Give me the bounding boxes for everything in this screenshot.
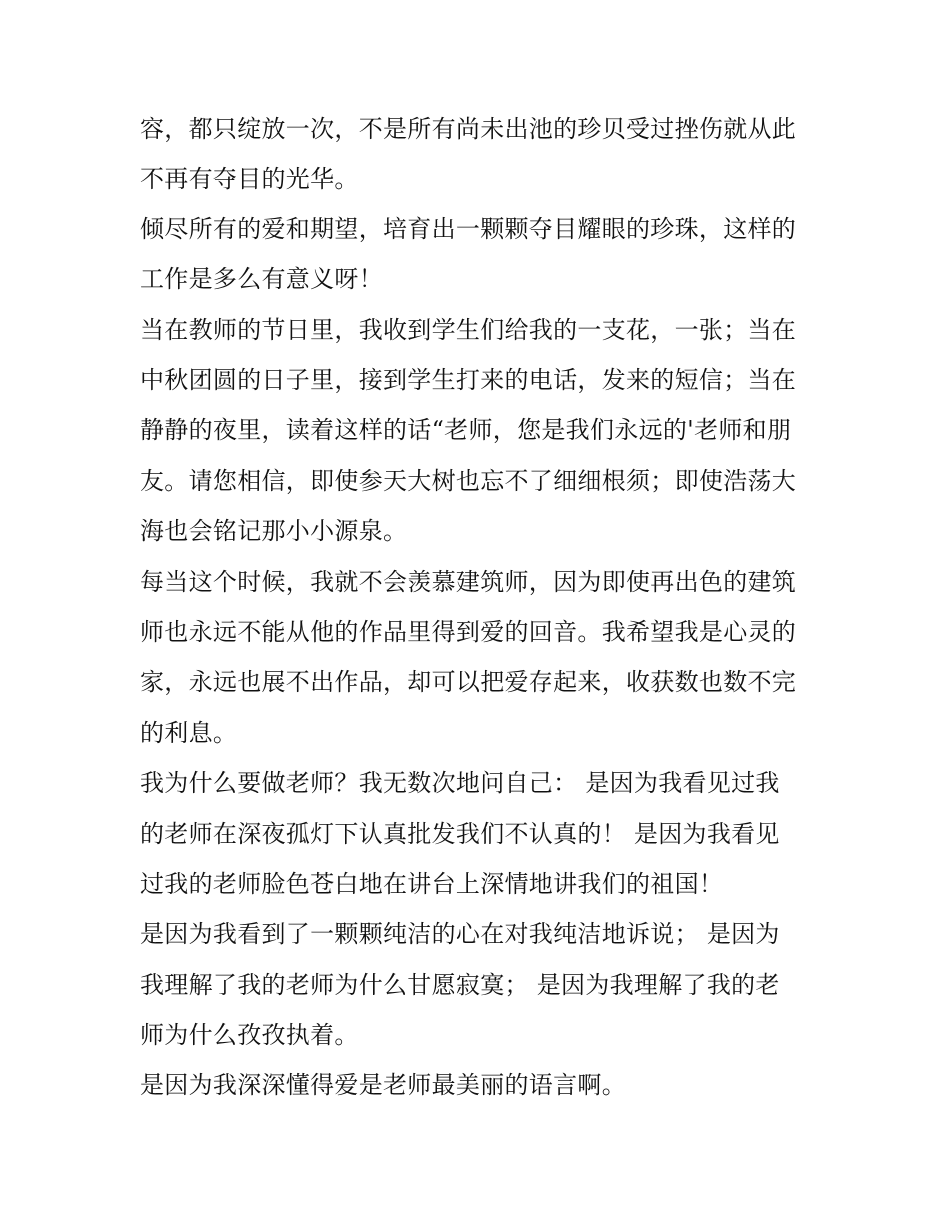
text-line: 我为什么要做老师？我无数次地问自己： 是因为我看见过我 <box>140 769 780 797</box>
text-line: 中秋团圆的日子里，接到学生打来的电话，发来的短信；当在 <box>140 366 797 394</box>
text-line: 是因为我深深懂得爱是老师最美丽的语言啊。 <box>140 1071 626 1099</box>
text-line: 过我的老师脸色苍白地在讲台上深情地讲我们的祖国！ <box>140 870 724 898</box>
text-line: 家，永远也展不出作品，却可以把爱存起来，收获数也数不完 <box>140 668 797 696</box>
text-line: 倾尽所有的爱和期望，培育出一颗颗夺目耀眼的珍珠，这样的 <box>140 215 797 243</box>
text-line: 是因为我看到了一颗颗纯洁的心在对我纯洁地诉说； 是因为 <box>140 920 780 948</box>
text-line: 不再有夺目的光华。 <box>140 165 359 193</box>
text-line: 容，都只绽放一次，不是所有尚未出池的珍贝受过挫伤就从此 <box>140 115 797 143</box>
text-line: 海也会铭记那小小源泉。 <box>140 517 408 545</box>
text-line: 当在教师的节日里，我收到学生们给我的一支花，一张；当在 <box>140 316 797 344</box>
text-line: 工作是多么有意义呀！ <box>140 265 383 293</box>
text-line: 的老师在深夜孤灯下认真批发我们不认真的！ 是因为我看见 <box>140 820 780 848</box>
text-line: 每当这个时候，我就不会羡慕建筑师，因为即使再出色的建筑 <box>140 568 797 596</box>
text-line: 师也永远不能从他的作品里得到爱的回音。我希望我是心灵的 <box>140 618 797 646</box>
text-line: 友。请您相信，即使参天大树也忘不了细细根须；即使浩荡大 <box>140 467 797 495</box>
text-line: 师为什么孜孜执着。 <box>140 1021 359 1049</box>
text-line: 的利息。 <box>140 719 238 747</box>
text-line: 我理解了我的老师为什么甘愿寂寞； 是因为我理解了我的老 <box>140 971 780 999</box>
text-line: 静静的夜里，读着这样的话“老师，您是我们永远的'老师和朋 <box>140 416 792 444</box>
